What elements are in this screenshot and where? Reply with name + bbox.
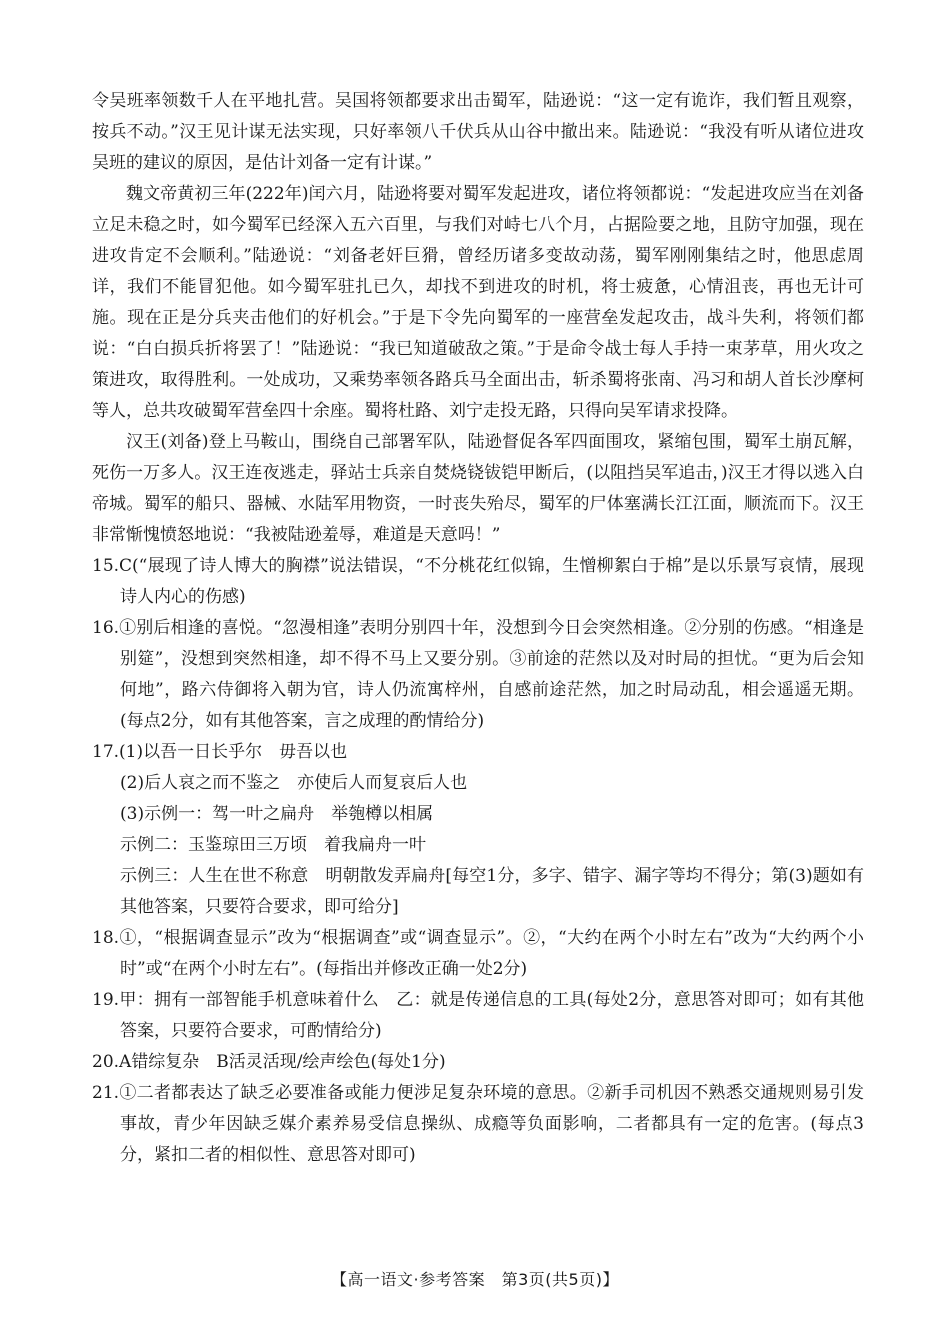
answer-21: 21.①二者都表达了缺乏必要准备或能力便涉足复杂环境的意思。②新手司机因不熟悉交通规则易引发事故，青少年因缺乏媒介素养易受信息操纵、成瘾等负面影响，二者都具有一定的危害。(每点3分，紧扣二者的相似性、意思答对即可) (92, 1083, 864, 1165)
answer-17-line-5: 示例三：人生在世不称意 明朝散发弄扁舟[每空1分，多字、错字、漏字等均不得分；第(3)题如有其他答案，只要符合要求，即可给分] (120, 866, 864, 917)
answer-17-line-2: (2)后人哀之而不鉴之 亦使后人而复哀后人也 (120, 773, 468, 793)
document-body (92, 86, 864, 1171)
answer-17-line-4: 示例二：玉鉴琼田三万顷 着我扁舟一叶 (120, 835, 426, 855)
paragraph-translation-1: 令吴班率领数千人在平地扎营。吴国将领都要求出击蜀军，陆逊说：“这一定有诡诈，我们暂且观察，按兵不动。”汉王见计谋无法实现，只好率领八千伏兵从山谷中撤出来。陆逊说：“我没有听从诸位进攻吴班的建议的原因，是估计刘备一定有计谋。” (92, 91, 864, 173)
answer-15: 15.C(“展现了诗人博大的胸襟”说法错误，“不分桃花红似锦，生憎柳絮白于棉”是以乐景写哀情，展现诗人内心的伤感) (92, 556, 864, 607)
page-footer: 【高一语文·参考答案 第3页(共5页)】 (331, 1270, 619, 1289)
answer-19: 19.甲：拥有一部智能手机意味着什么 乙：就是传递信息的工具(每处2分，意思答对即可；如有其他答案，只要符合要求，可酌情给分) (92, 990, 864, 1041)
answer-18: 18.①，“根据调查显示”改为“根据调查”或“调查显示”。②，“大约在两个小时左右”改为“大约两个小时”或“在两个小时左右”。(每指出并修改正确一处2分) (92, 928, 864, 979)
paragraph-translation-2: 魏文帝黄初三年(222年)闰六月，陆逊将要对蜀军发起进攻，诸位将领都说：“发起进攻应当在刘备立足未稳之时，如今蜀军已经深入五六百里，与我们对峙七八个月，占据险要之地，且防守加强，现在进攻肯定不会顺利。”陆逊说：“刘备老奸巨猾，曾经历诸多变故动荡，蜀军刚刚集结之时，他思虑周详，我们不能冒犯他。如今蜀军驻扎已久，却找不到进攻的时机，将士疲惫，心情沮丧，再也无计可施。现在正是分兵夹击他们的好机会。”于是下令先向蜀军的一座营垒发起攻击，战斗失利，将领们都说：“白白损兵折将罢了！”陆逊说：“我已知道破敌之策。”于是命令战士每人手持一束茅草，用火攻之策进攻，取得胜利。一处成功，又乘势率领各路兵马全面出击，斩杀蜀将张南、冯习和胡人首长沙摩柯等人，总共攻破蜀军营垒四十余座。蜀将杜路、刘宁走投无路，只得向吴军请求投降。 (92, 184, 864, 421)
answer-17 (92, 737, 864, 923)
answer-17-line-3: (3)示例一：驾一叶之扁舟 举匏樽以相属 (120, 804, 434, 824)
paragraph-translation-3: 汉王(刘备)登上马鞍山，围绕自己部署军队，陆逊督促各军四面围攻，紧缩包围，蜀军土崩瓦解，死伤一万多人。汉王连夜逃走，驿站士兵亲自焚烧铙钹铠甲断后，(以阻挡吴军追击，)汉王才得以逃入白帝城。蜀军的船只、器械、水陆军用物资，一时丧失殆尽，蜀军的尸体塞满长江江面，顺流而下。汉王非常惭愧愤怒地说：“我被陆逊羞辱，难道是天意吗！” (92, 432, 864, 545)
answer-16: 16.①别后相逢的喜悦。“忽漫相逢”表明分别四十年，没想到今日会突然相逢。②分别的伤感。“相逢是别筵”，没想到突然相逢，却不得不马上又要分别。③前途的茫然以及对时局的担忧。“更为后会知何地”，路六侍御将入朝为官，诗人仍流寓梓州，自感前途茫然，加之时局动乱，相会遥遥无期。(每点2分，如有其他答案，言之成理的酌情给分) (92, 618, 864, 731)
answer-20: 20.A错综复杂 B活灵活现/绘声绘色(每处1分) (92, 1052, 446, 1072)
answer-17-line-1: 17.(1)以吾一日长乎尔 毋吾以也 (92, 742, 348, 762)
